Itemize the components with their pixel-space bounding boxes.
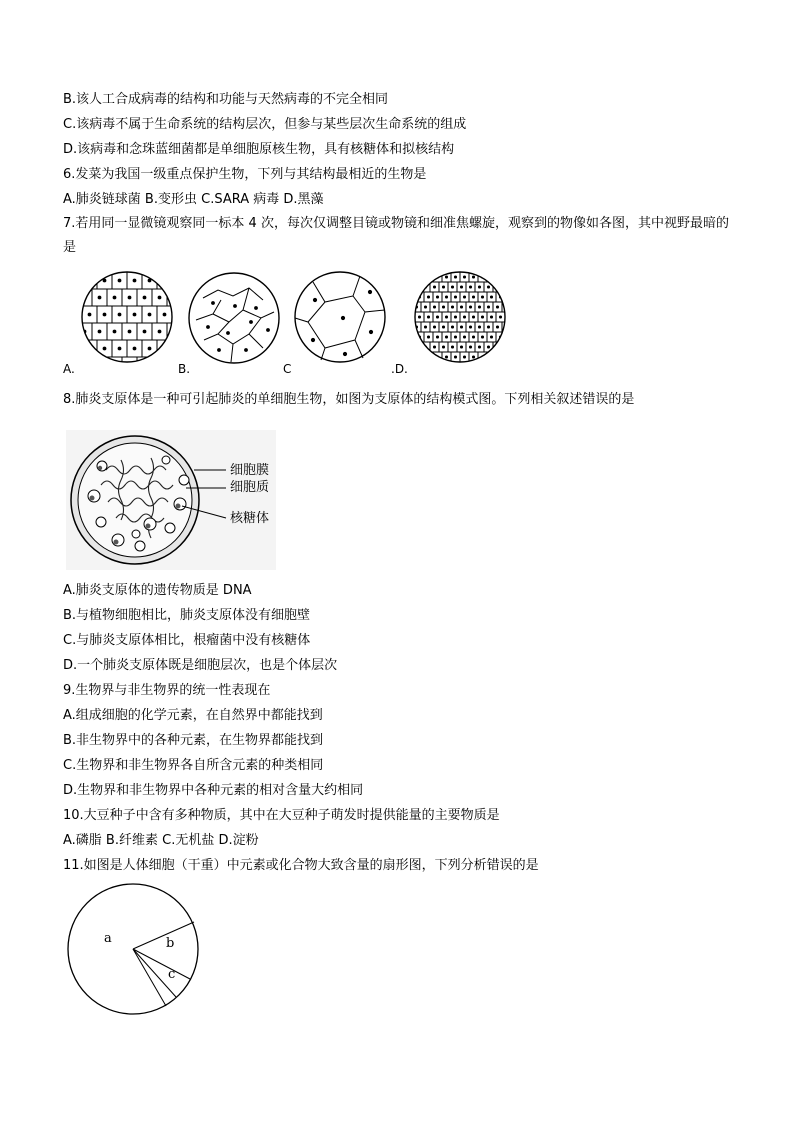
label-cytoplasm: 细胞质 [230, 480, 270, 495]
field-c [295, 272, 385, 362]
q10-stem: 10.大豆种子中含有多种物质，其中在大豆种子萌发时提供能量的主要物质是 [63, 808, 500, 823]
q6-options: A.肺炎链球菌 B.变形虫 C.SARA 病毒 D.黑藻 [63, 192, 324, 207]
field-d [412, 272, 511, 362]
q6-stem: 6.发菜为我国一级重点保护生物，下列与其结构最相近的生物是 [63, 167, 427, 182]
q5-option-d: D.该病毒和念珠蓝细菌都是单细胞原核生物，具有核糖体和拟核结构 [63, 142, 455, 157]
pie-label-b: b [166, 936, 175, 951]
q5-option-b: B.该人工合成病毒的结构和功能与天然病毒的不完全相同 [63, 92, 389, 107]
q8-option-b: B.与植物细胞相比，肺炎支原体没有细胞壁 [63, 608, 311, 623]
q9-option-c: C.生物界和非生物界各自所含元素的种类相同 [63, 758, 324, 773]
q9-option-b: B.非生物界中的各种元素，在生物界都能找到 [63, 733, 324, 748]
pie-label-a: a [104, 931, 112, 946]
q8-option-a: A.肺炎支原体的遗传物质是 DNA [63, 583, 252, 598]
pie-label-c: c [168, 967, 176, 982]
q7-label-b: B. [178, 362, 191, 376]
q8-option-c: C.与肺炎支原体相比，根瘤菌中没有核糖体 [63, 633, 311, 648]
q9-option-a: A.组成细胞的化学元素，在自然界中都能找到 [63, 708, 323, 723]
q7-label-d: .D. [391, 362, 408, 376]
q5-option-c: C.该病毒不属于生命系统的结构层次，但参与某些层次生命系统的组成 [63, 117, 467, 132]
q9-stem: 9.生物界与非生物界的统一性表现在 [63, 683, 271, 698]
q7-microscope-fields [63, 270, 533, 380]
q9-option-d: D.生物界和非生物界中各种元素的相对含量大约相同 [63, 783, 364, 798]
q7-label-a: A. [63, 362, 75, 376]
q11-pie-diagram [66, 882, 206, 1016]
q7-label-c: C [283, 362, 292, 376]
q11-stem: 11.如图是人体细胞（干重）中元素或化合物大致含量的扇形图，下列分析错误的是 [63, 858, 539, 873]
mycoplasma-diagram [66, 430, 276, 570]
label-cell-membrane: 细胞膜 [230, 463, 270, 478]
q8-option-d: D.一个肺炎支原体既是细胞层次，也是个体层次 [63, 658, 338, 673]
q8-stem: 8.肺炎支原体是一种可引起肺炎的单细胞生物，如图为支原体的结构模式图。下列相关叙述错误的是 [63, 392, 635, 407]
label-ribosome: 核糖体 [230, 511, 270, 526]
q7-stem: 7.若用同一显微镜观察同一标本 4 次，每次仅调整目镜或物镜和细准焦螺旋，观察到的物像如各图，其中视野最暗的是 [63, 216, 729, 255]
field-b [189, 273, 279, 363]
q10-options: A.磷脂 B.纤维素 C.无机盐 D.淀粉 [63, 833, 259, 848]
